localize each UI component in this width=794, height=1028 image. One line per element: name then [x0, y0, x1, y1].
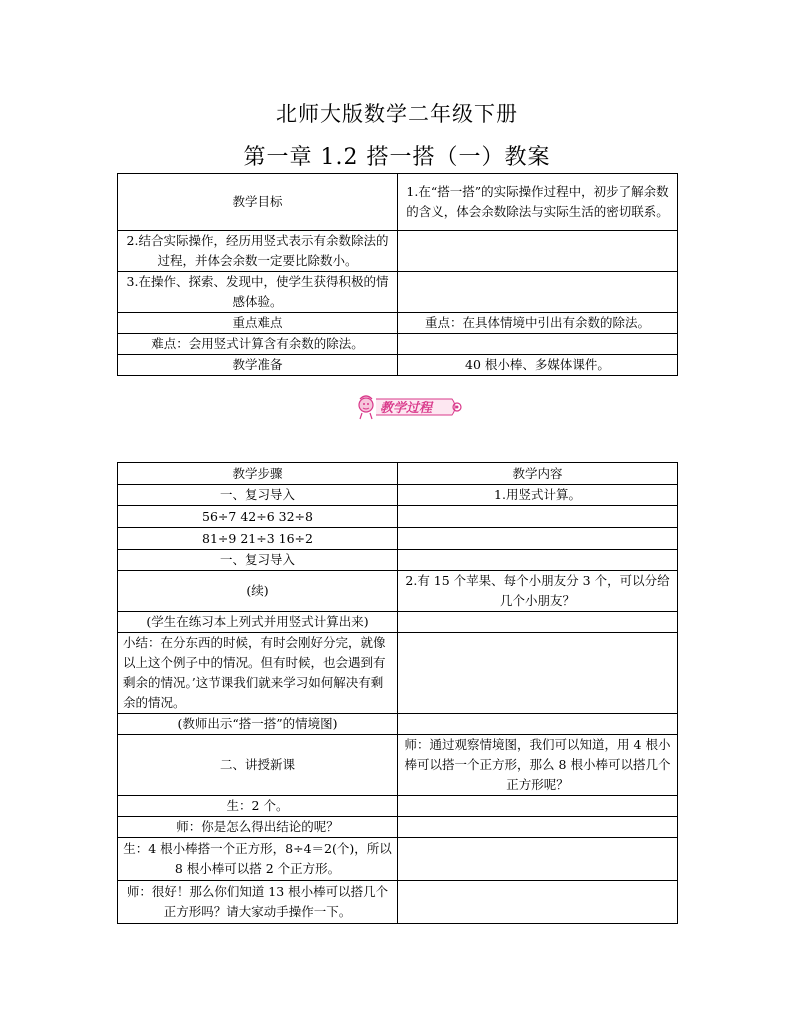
table-cell: 师：通过观察情境图，我们可以知道，用 4 根小棒可以搭一个正方形，那么 8 根小棒可以搭几个正方形呢？	[398, 735, 678, 796]
banner-label: 教学过程	[380, 401, 433, 416]
table-cell	[398, 612, 678, 633]
table-cell: 二、讲授新课	[118, 735, 398, 796]
table-cell: 一、复习导入	[118, 485, 398, 506]
table-row	[118, 817, 678, 838]
table-cell: 生：4 根小棒搭一个正方形，8÷4＝2(个)，所以 8 根小棒可以搭 2 个正方形。	[118, 838, 398, 881]
table-cell	[398, 714, 678, 735]
table-cell: 教学目标	[118, 174, 398, 231]
table-cell	[398, 817, 678, 838]
table-cell: (续)	[118, 571, 398, 612]
table-row	[118, 313, 678, 334]
document-subtitle: 第一章 1.2 搭一搭（一）教案	[243, 145, 551, 170]
table-cell: 1.用竖式计算。	[398, 485, 678, 506]
table-row	[118, 838, 678, 881]
table-row	[118, 231, 678, 272]
table-row	[118, 714, 678, 735]
table-row	[118, 463, 678, 485]
table-cell	[398, 633, 678, 714]
table-row	[118, 571, 678, 612]
table-cell	[398, 272, 678, 313]
table-cell: (教师出示“搭一搭”的情境图)	[118, 714, 398, 735]
table-cell: 重点：在具体情境中引出有余数的除法。	[398, 313, 678, 334]
table-row	[118, 174, 678, 231]
table-row	[118, 485, 678, 506]
table-cell	[398, 838, 678, 881]
table-cell	[398, 334, 678, 355]
table-cell: 师：你是怎么得出结论的呢？	[118, 817, 398, 838]
column-header: 教学内容	[398, 463, 678, 485]
table-cell	[398, 796, 678, 817]
table-cell	[398, 550, 678, 571]
table-row	[118, 334, 678, 355]
teaching-steps-table	[117, 462, 678, 924]
teaching-process-banner	[356, 393, 466, 421]
table-row	[118, 612, 678, 633]
table-cell: 81÷9 21÷3 16÷2	[118, 528, 398, 550]
table-cell: 40 根小棒、多媒体课件。	[398, 355, 678, 376]
table-cell	[398, 881, 678, 924]
column-header: 教学步骤	[118, 463, 398, 485]
table-cell: 教学准备	[118, 355, 398, 376]
table-cell: 生：2 个。	[118, 796, 398, 817]
table-cell: 3.在操作、探索、发现中，使学生获得积极的情感体验。	[118, 272, 398, 313]
table-row	[118, 796, 678, 817]
table-row	[118, 272, 678, 313]
banner-graphic	[356, 393, 466, 421]
table-row	[118, 881, 678, 924]
table-row	[118, 528, 678, 550]
table-cell: 师：很好！那么你们知道 13 根小棒可以搭几个正方形吗？请大家动手操作一下。	[118, 881, 398, 924]
cartoon-mascot-icon	[359, 396, 373, 419]
table-cell: 2.有 15 个苹果、每个小朋友分 3 个，可以分给几个小朋友？	[398, 571, 678, 612]
table-cell	[398, 231, 678, 272]
table-cell: 难点：会用竖式计算含有余数的除法。	[118, 334, 398, 355]
document-title: 北师大版数学二年级下册	[276, 102, 518, 126]
table-row	[118, 633, 678, 714]
table-row	[118, 550, 678, 571]
table-cell: 小结：在分东西的时候，有时会刚好分完，就像以上这个例子中的情况。但有时候，也会遇到有剩余的情况。’这节课我们就来学习如何解决有剩余的情况。	[118, 633, 398, 714]
table-cell: (学生在练习本上列式并用竖式计算出来)	[118, 612, 398, 633]
table-cell: 1.在“搭一搭”的实际操作过程中，初步了解余数的含义，体会余数除法与实际生活的密切联系。	[398, 174, 678, 231]
lesson-plan-table	[117, 173, 678, 376]
table-row	[118, 506, 678, 528]
table-row	[118, 735, 678, 796]
table-row	[118, 355, 678, 376]
table-cell: 2.结合实际操作，经历用竖式表示有余数除法的过程，并体会余数一定要比除数小。	[118, 231, 398, 272]
table-cell	[398, 506, 678, 528]
table-cell	[398, 528, 678, 550]
table-cell: 一、复习导入	[118, 550, 398, 571]
table-cell: 重点难点	[118, 313, 398, 334]
table-cell: 56÷7 42÷6 32÷8	[118, 506, 398, 528]
